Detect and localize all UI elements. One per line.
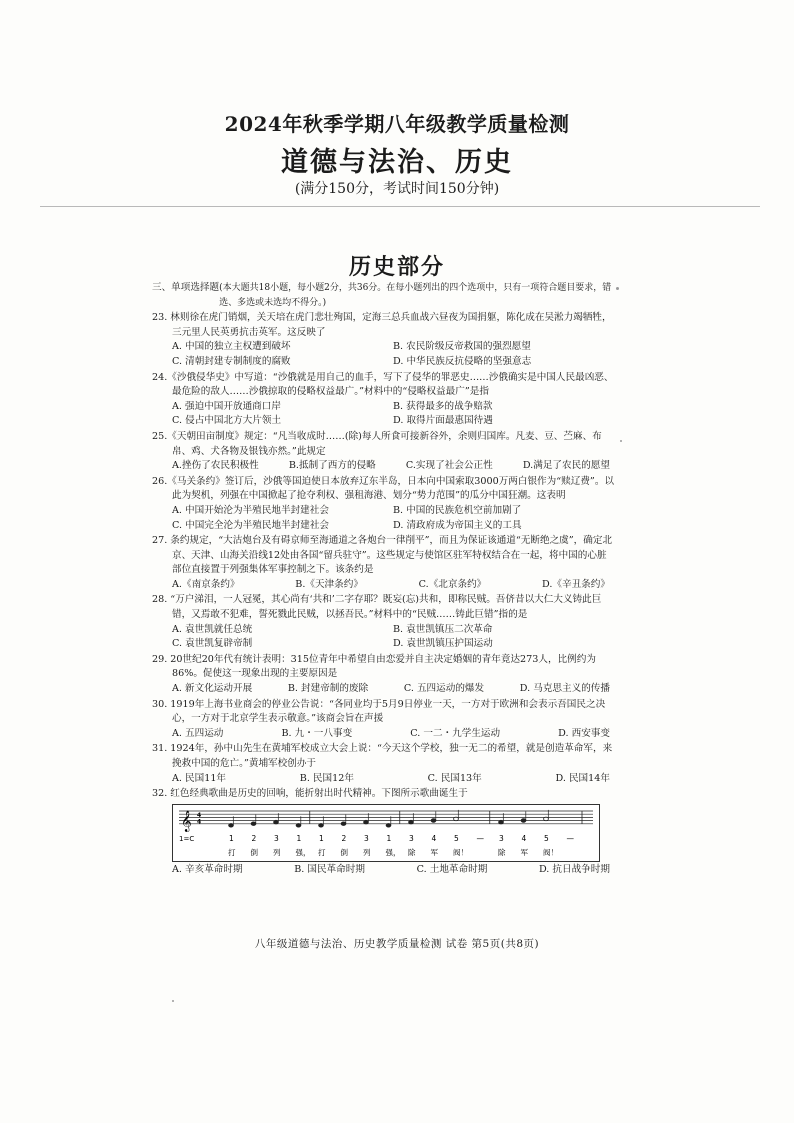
scan-speck bbox=[172, 1000, 174, 1002]
option-c[interactable]: C. 袁世凯复辟帝制 bbox=[172, 638, 253, 650]
question-stem: 23. 林则徐在虎门销烟，关天培在虎门悲壮殉国，定海三总兵血战六昼夜为国捐躯，陈化成在吴淞力竭牺牲，三元里人民英勇抗击英军。这反映了 bbox=[152, 312, 612, 338]
option-d[interactable]: D.《辛丑条约》 bbox=[542, 578, 610, 590]
lyric-syllable: 强， bbox=[385, 847, 401, 857]
option-c[interactable]: C. 一二・九学生运动 bbox=[410, 727, 501, 739]
option-a[interactable]: A. 五四运动 bbox=[172, 727, 224, 739]
page-footer: 八年级道德与法治、历史教学质量检测 试卷 第5页(共8页) bbox=[254, 938, 540, 950]
option-b[interactable]: B. 民国12年 bbox=[299, 772, 354, 784]
note-head bbox=[431, 818, 436, 822]
option-b[interactable]: B. 九・一八事变 bbox=[281, 727, 353, 739]
jianpu-number: 1 bbox=[296, 833, 302, 843]
jianpu-number: 1 bbox=[229, 833, 234, 843]
jianpu-number: 3 bbox=[409, 833, 414, 843]
option-c[interactable]: C.《北京条约》 bbox=[418, 578, 487, 590]
note-head bbox=[499, 820, 504, 824]
option-a[interactable]: A.挫伤了农民积极性 bbox=[172, 460, 259, 472]
option-d[interactable]: D. 取得片面最惠国待遇 bbox=[393, 415, 493, 427]
question-options bbox=[152, 863, 614, 878]
option-c[interactable]: C. 中国完全沦为半殖民地半封建社会 bbox=[172, 519, 330, 531]
instructions-label: 三、单项选择题 bbox=[152, 282, 220, 293]
question-options bbox=[152, 504, 614, 533]
question-stem: 27. 条约规定，“大沽炮台及有碍京师至海通道之各炮台一律削平”，而且为保证该通道“无断绝之虞”，确定北京、天津、山海关沿线12处由各国“留兵驻守”。这些规定与使馆区驻军特权结合在一起，将中国的心脏部位直接置于列强集体军事控制之下。该条约是 bbox=[152, 535, 613, 576]
question-options bbox=[152, 727, 614, 742]
option-b[interactable]: B. 中国的民族危机空前加剧了 bbox=[393, 504, 522, 516]
lyric-syllable: 打 bbox=[318, 847, 326, 857]
question-24 bbox=[152, 371, 614, 429]
option-a[interactable]: A. 中国的独立主权遭到破坏 bbox=[172, 341, 291, 353]
option-b[interactable]: B. 封建帝制的废除 bbox=[287, 683, 369, 695]
note-head bbox=[229, 823, 234, 827]
option-d[interactable]: D. 清政府成为帝国主义的工具 bbox=[393, 519, 522, 531]
option-b[interactable]: B. 国民革命时期 bbox=[294, 863, 365, 875]
question-options bbox=[152, 623, 614, 652]
option-a[interactable]: A. 新文化运动开展 bbox=[172, 683, 253, 695]
jianpu-number: 3 bbox=[274, 833, 279, 843]
question-30 bbox=[152, 698, 614, 742]
instructions bbox=[152, 281, 614, 310]
lyric-syllable: 阀！ bbox=[543, 847, 558, 857]
lyric-syllable: 军 bbox=[430, 847, 438, 857]
subject-title: 道德与法治、历史 bbox=[281, 147, 513, 178]
question-stem: 25.《天朝田亩制度》规定：“凡当收成时……(除)每人所食可接新谷外，余则归国库。凡麦、豆、苎麻、布帛、鸡、犬各物及银钱亦然。”此规定 bbox=[152, 430, 602, 457]
option-d[interactable]: D. 中华民族反抗侵略的坚强意志 bbox=[393, 355, 532, 367]
option-a[interactable]: A. 辛亥革命时期 bbox=[172, 863, 243, 875]
option-a[interactable]: A. 袁世凯就任总统 bbox=[172, 623, 253, 635]
option-b[interactable]: B. 农民阶级反帝救国的强烈愿望 bbox=[393, 341, 531, 353]
jianpu-number: 1 bbox=[386, 833, 392, 843]
jianpu-number: 2 bbox=[251, 833, 257, 843]
question-stem: 32. 红色经典歌曲是历史的回响，能折射出时代精神。下图所示歌曲诞生于 bbox=[152, 788, 468, 800]
question-stem: 29. 20世纪20年代有统计表明：315位青年中希望自由恋爱并自主决定婚姻的青年竟达273人，比例约为86%。促使这一现象出现的主要原因是 bbox=[152, 653, 596, 680]
instructions-text: (本大题共18小题，每小题2分，共36分。在每小题列出的四个选项中，只有一项符合题目要求，错选、多选或未选均不得分。) bbox=[219, 283, 612, 308]
option-b[interactable]: B.《天津条约》 bbox=[295, 578, 363, 590]
score-info: (满分150分，考试时间150分钟) bbox=[294, 181, 500, 197]
question-stem: 26.《马关条约》签订后，沙俄等国迫使日本放弃辽东半岛，日本向中国索取3000万两白银作为“赎辽费”。以此为契机，列强在中国掀起了抢夺利权、强租海港、划分“势力范围”的瓜分中国狂潮。这表明 bbox=[152, 475, 615, 502]
note-head bbox=[319, 823, 324, 827]
question-27 bbox=[152, 534, 614, 592]
treble-clef-icon: 𝄞 bbox=[181, 810, 192, 832]
scan-speck bbox=[620, 440, 622, 442]
question-26 bbox=[152, 475, 614, 533]
lyric-syllable: 列 bbox=[363, 847, 371, 857]
lyric-syllable: 倒 bbox=[340, 847, 348, 857]
option-c[interactable]: C. 侵占中国北方大片领土 bbox=[172, 415, 282, 427]
option-c[interactable]: C. 五四运动的爆发 bbox=[403, 683, 485, 695]
jianpu-number: 3 bbox=[499, 833, 504, 843]
option-d[interactable]: D. 马克思主义的传播 bbox=[519, 683, 610, 695]
lyric-syllable: 列 bbox=[273, 847, 281, 857]
option-d[interactable]: D. 民国14年 bbox=[555, 772, 610, 784]
lyric-syllable: 阀！ bbox=[453, 847, 468, 857]
time-signature-bottom: 4 bbox=[197, 818, 202, 826]
jianpu-number: 5 bbox=[454, 833, 459, 843]
jianpu-number: 4 bbox=[431, 833, 437, 843]
question-stem: 30. 1919年上海书业商会的停业公告说：“各同业均于5月9日停业一天，一方对于欧洲和会表示吾国民之决心，一方对于北京学生表示敬意。”该商会旨在声援 bbox=[152, 698, 606, 725]
note-head bbox=[274, 820, 279, 824]
question-28 bbox=[152, 593, 614, 651]
lyric-syllable: 强， bbox=[295, 847, 311, 857]
option-b[interactable]: B. 获得最多的战争赔款 bbox=[393, 400, 493, 412]
jianpu-number: 3 bbox=[364, 833, 369, 843]
question-31 bbox=[152, 742, 614, 786]
question-stem: 28. “万户涕泪，一人冠冕，其心尚有‘共和’二字存耶？既妄(忘)共和，即称民贼。吾侪昔以大仁大义铸此巨错，又焉敢不犯难，誓死戮此民贼，以拯吾民。”材料中的“民贼……铸此巨错”指的是 bbox=[152, 594, 602, 621]
lyric-syllable: 除 bbox=[498, 847, 506, 857]
option-b[interactable]: B. 袁世凯镇压二次革命 bbox=[393, 623, 493, 635]
note-head bbox=[364, 820, 369, 824]
lyric-syllable: 除 bbox=[408, 847, 416, 857]
option-a[interactable]: A. 民国11年 bbox=[172, 772, 227, 784]
question-options bbox=[152, 459, 614, 474]
scan-speck bbox=[616, 287, 619, 290]
note-head bbox=[386, 823, 391, 827]
note-head bbox=[341, 822, 346, 826]
key-signature-label: 1=C bbox=[179, 834, 195, 843]
music-score-figure bbox=[172, 804, 600, 862]
option-a[interactable]: A. 中国开始沦为半殖民地半封建社会 bbox=[172, 504, 329, 516]
question-options bbox=[152, 772, 614, 787]
lyric-syllable: 军 bbox=[520, 847, 528, 857]
option-c[interactable]: C. 民国13年 bbox=[427, 772, 482, 784]
option-a[interactable]: A.《南京条约》 bbox=[172, 578, 240, 590]
option-a[interactable]: A. 强迫中国开放通商口岸 bbox=[172, 400, 281, 412]
question-options bbox=[152, 400, 614, 429]
questions-area bbox=[152, 281, 614, 877]
header-divider bbox=[40, 206, 760, 207]
option-d[interactable]: D. 抗日战争时期 bbox=[538, 863, 610, 875]
option-d[interactable]: D.满足了农民的愿望 bbox=[522, 460, 610, 472]
note-head bbox=[251, 822, 256, 826]
note-head bbox=[521, 818, 526, 822]
exam-title: 2024年秋季学期八年级教学质量检测 bbox=[224, 112, 570, 136]
section-title: 历史部分 bbox=[348, 254, 445, 280]
question-stem: 24.《沙俄侵华史》中写道：“沙俄就是用自己的血手，写下了侵华的罪恶史……沙俄确实是中国人民最凶恶、最危险的敌人……沙俄掠取的侵略权益最广。”材料中的“侵略权益最广”是指 bbox=[152, 371, 614, 398]
option-b[interactable]: B.抵制了西方的侵略 bbox=[288, 460, 376, 472]
option-c[interactable]: C. 清朝封建专制制度的腐败 bbox=[172, 355, 291, 367]
note-head bbox=[296, 823, 301, 827]
time-signature-top: 4 bbox=[197, 811, 202, 819]
question-25 bbox=[152, 430, 614, 474]
jianpu-number: — bbox=[566, 833, 574, 843]
note-head bbox=[409, 820, 414, 824]
lyric-syllable: 打 bbox=[228, 847, 236, 857]
option-d[interactable]: D. 西安事变 bbox=[558, 727, 610, 739]
lyric-syllable: 倒 bbox=[250, 847, 258, 857]
question-options bbox=[152, 578, 614, 593]
option-d[interactable]: D. 袁世凯镇压护国运动 bbox=[393, 638, 493, 650]
question-options bbox=[152, 340, 614, 369]
question-options bbox=[152, 682, 614, 697]
jianpu-number: 1 bbox=[319, 833, 324, 843]
jianpu-number: — bbox=[476, 833, 484, 843]
question-32 bbox=[152, 787, 614, 877]
jianpu-number: 5 bbox=[544, 833, 549, 843]
jianpu-number: 4 bbox=[521, 833, 527, 843]
question-stem: 31. 1924年，孙中山先生在黄埔军校成立大会上说：“今天这个学校，独一无二的希望，就是创造革命军，来挽救中国的危亡。”黄埔军校创办于 bbox=[152, 743, 613, 769]
question-23 bbox=[152, 311, 614, 369]
music-staff bbox=[173, 805, 599, 861]
jianpu-number: 2 bbox=[341, 833, 347, 843]
question-29 bbox=[152, 653, 614, 697]
option-c[interactable]: C.实现了社会公正性 bbox=[405, 460, 493, 472]
option-c[interactable]: C. 土地革命时期 bbox=[416, 863, 488, 875]
